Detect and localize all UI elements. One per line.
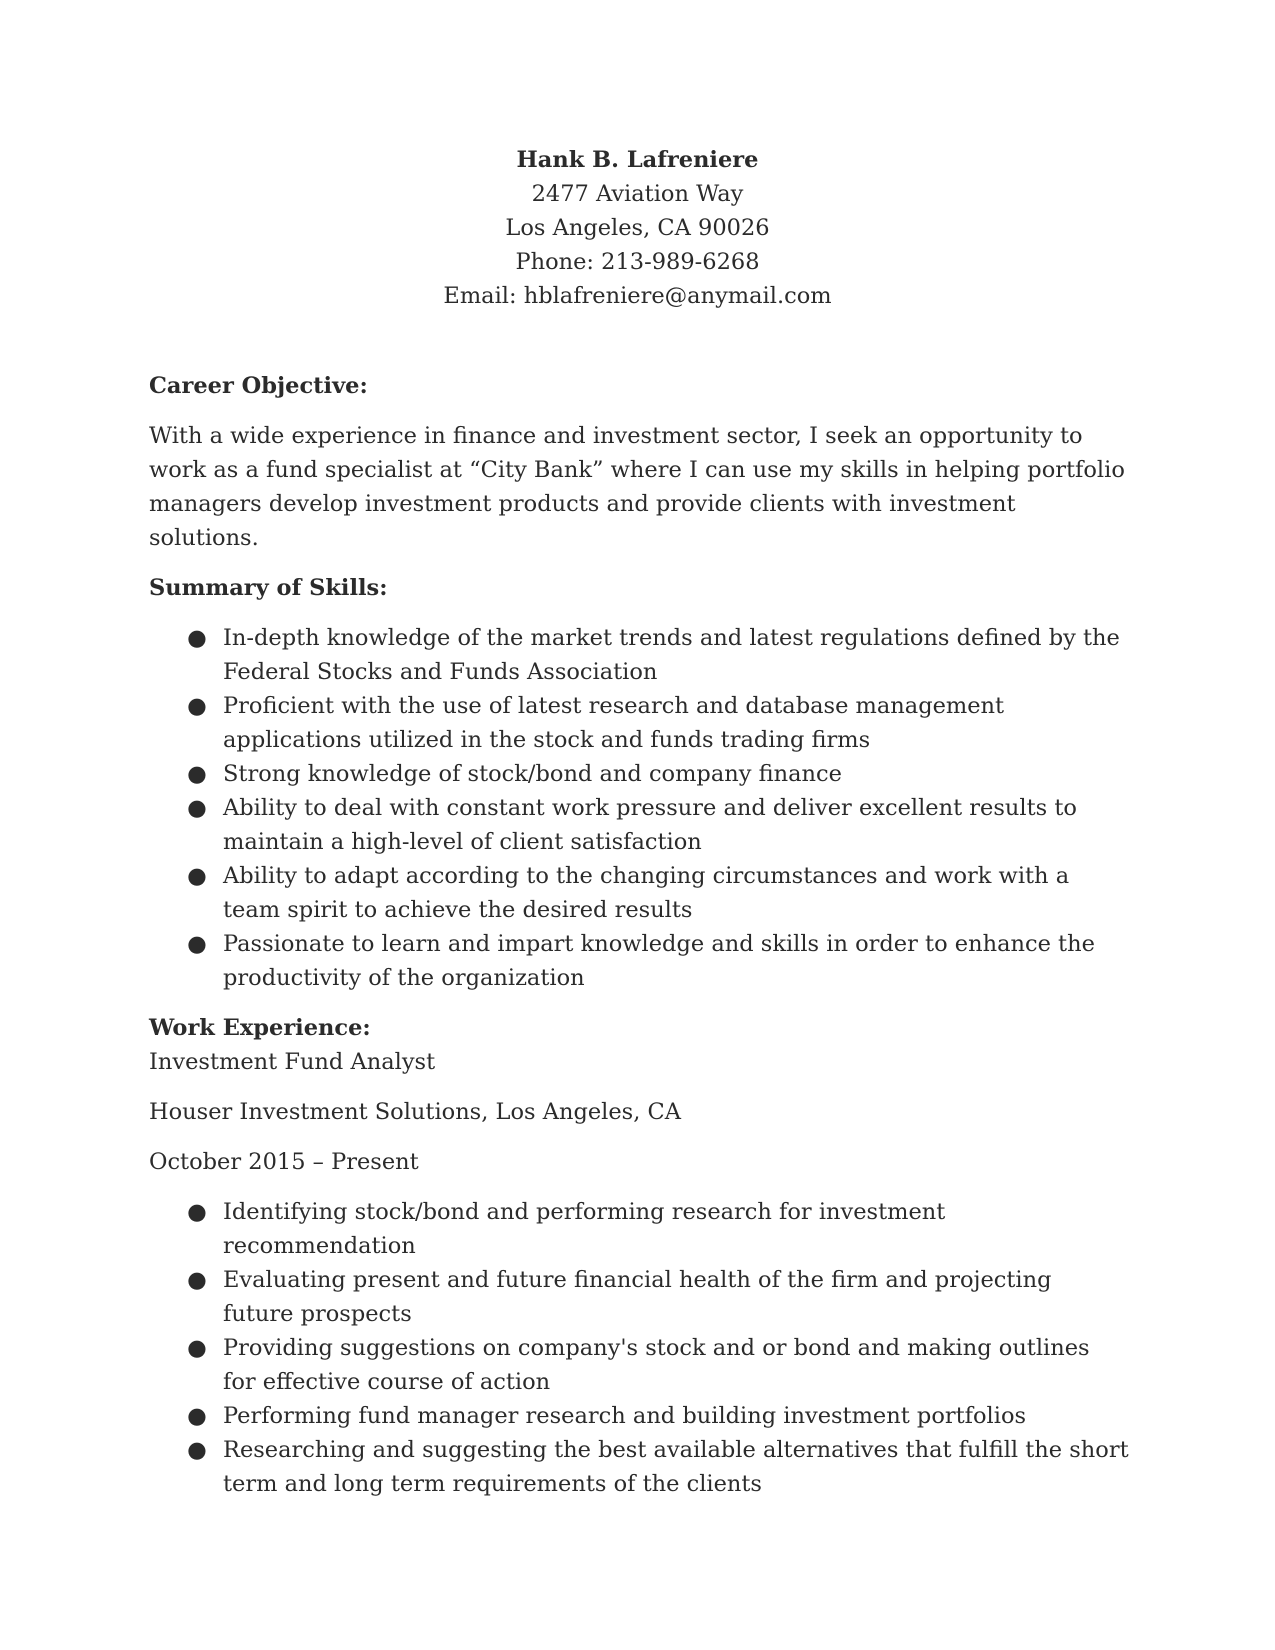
objective-heading: Career Objective:	[149, 373, 368, 399]
skills-heading: Summary of Skills:	[149, 575, 388, 601]
company-name: Houser Investment Solutions, Los Angeles, CA	[149, 1099, 682, 1125]
objective-text: With a wide experience in finance and investment sector, I seek an opportunity to work as a fund specialist at “City Bank” where I can use my skills in helping portfolio managers develop investment products and provide clients with investment solutions.	[149, 423, 1125, 551]
skill-text: In-depth knowledge of the market trends and latest regulations defined by the Federal Stocks and Funds Association	[223, 625, 1120, 685]
phone-number: Phone: 213-989-6268	[515, 249, 760, 275]
skill-text: Proficient with the use of latest research and database management applications utilized in the stock and funds trading firms	[223, 693, 1005, 753]
list-item	[149, 1399, 1129, 1433]
contact-header	[0, 143, 1275, 313]
list-item	[149, 1195, 1129, 1263]
skill-text: Strong knowledge of stock/bond and company finance	[223, 761, 842, 787]
candidate-name: Hank B. Lafreniere	[516, 147, 759, 173]
list-item	[149, 927, 1129, 995]
address-line-2: Los Angeles, CA 90026	[505, 215, 770, 241]
bullet-icon: ●	[187, 1403, 207, 1429]
responsibility-text: Identifying stock/bond and performing research for investment recommendation	[223, 1199, 946, 1259]
bullet-icon: ●	[187, 1335, 207, 1361]
responsibility-text: Providing suggestions on company's stock and or bond and making outlines for effective course of action	[223, 1335, 1090, 1395]
bullet-icon: ●	[187, 931, 207, 957]
list-item	[149, 859, 1129, 927]
list-item	[149, 689, 1129, 757]
list-item	[149, 621, 1129, 689]
employment-dates: October 2015 – Present	[149, 1149, 419, 1175]
job-title: Investment Fund Analyst	[149, 1049, 436, 1075]
bullet-icon: ●	[187, 863, 207, 889]
email-address: Email: hblafreniere@anymail.com	[443, 283, 832, 309]
address-line-1: 2477 Aviation Way	[531, 181, 744, 207]
skills-list	[149, 621, 1129, 995]
list-item	[149, 791, 1129, 859]
skill-text: Passionate to learn and impart knowledge and skills in order to enhance the productivity of the organization	[223, 931, 1095, 991]
responsibilities-list	[149, 1195, 1129, 1501]
bullet-icon: ●	[187, 1267, 207, 1293]
bullet-icon: ●	[187, 1437, 207, 1463]
responsibility-text: Researching and suggesting the best available alternatives that fulfill the short term and long term requirements of the clients	[223, 1437, 1129, 1497]
bullet-icon: ●	[187, 795, 207, 821]
list-item	[149, 1433, 1129, 1501]
responsibility-text: Evaluating present and future financial health of the firm and projecting future prospects	[223, 1267, 1052, 1327]
resume-body	[149, 369, 1129, 1501]
experience-heading: Work Experience:	[149, 1015, 371, 1041]
bullet-icon: ●	[187, 625, 207, 651]
bullet-icon: ●	[187, 693, 207, 719]
skill-text: Ability to deal with constant work pressure and deliver excellent results to maintain a high-level of client satisfaction	[223, 795, 1077, 855]
list-item	[149, 1263, 1129, 1331]
responsibility-text: Performing fund manager research and building investment portfolios	[223, 1403, 1027, 1429]
bullet-icon: ●	[187, 761, 207, 787]
skill-text: Ability to adapt according to the changing circumstances and work with a team spirit to achieve the desired results	[223, 863, 1070, 923]
list-item	[149, 757, 1129, 791]
bullet-icon: ●	[187, 1199, 207, 1225]
list-item	[149, 1331, 1129, 1399]
